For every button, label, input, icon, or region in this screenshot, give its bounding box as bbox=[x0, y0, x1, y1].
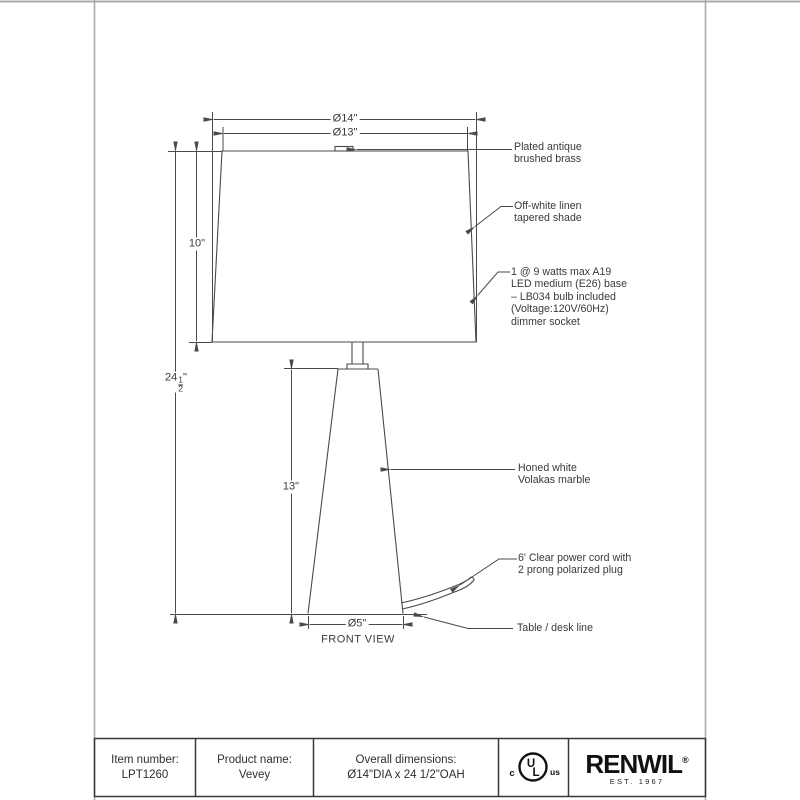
oah-den: 2 bbox=[178, 383, 184, 393]
annotation-body: Honed white Volakas marble bbox=[518, 462, 591, 487]
registered-mark-icon: ® bbox=[681, 754, 689, 765]
overall-dimensions-label: Overall dimensions: bbox=[355, 753, 457, 766]
item-number-value: LPT1260 bbox=[121, 768, 169, 781]
dim-label-10: 10" bbox=[188, 237, 206, 250]
title-cell-brand bbox=[569, 739, 705, 796]
product-name-value: Vevey bbox=[238, 768, 271, 781]
power-cord bbox=[402, 580, 474, 609]
dim-label-13h: 13" bbox=[282, 480, 300, 493]
item-number-label: Item number: bbox=[111, 753, 179, 766]
annotation-bulb: 1 @ 9 watts max A19 LED medium (E26) base – LB034 bulb included (Voltage:120V/60Hz) dimmer socket bbox=[511, 266, 627, 328]
lamp-outline bbox=[212, 147, 476, 614]
dim-label-13dia: Ø13" bbox=[332, 126, 358, 139]
title-cell-ul bbox=[499, 739, 568, 796]
lamp-body-cone bbox=[308, 369, 403, 614]
leader-shade bbox=[475, 207, 513, 227]
title-cell-overall bbox=[314, 739, 498, 796]
oah-whole: 24 bbox=[165, 371, 178, 384]
annotation-cord: 6' Clear power cord with 2 prong polarized plug bbox=[518, 552, 632, 577]
ul-listed-icon bbox=[499, 739, 568, 796]
leader-lines bbox=[357, 150, 517, 629]
title-cell-product bbox=[196, 739, 313, 796]
finial bbox=[335, 147, 353, 152]
svg-text:L: L bbox=[532, 767, 540, 779]
dim-label-5: Ø5" bbox=[347, 617, 367, 630]
neck-flange bbox=[347, 364, 368, 369]
oah-unit: " bbox=[183, 371, 187, 384]
product-name-label: Product name: bbox=[217, 753, 292, 766]
annotation-shade: Off-white linen tapered shade bbox=[514, 200, 582, 225]
annotation-table: Table / desk line bbox=[517, 621, 593, 634]
lamp-shade bbox=[212, 151, 476, 342]
annotation-finial: Plated antique brushed brass bbox=[514, 141, 582, 166]
leader-table bbox=[424, 617, 513, 629]
svg-text:us: us bbox=[550, 767, 560, 777]
brand-est: EST. 1967 bbox=[609, 776, 665, 786]
overall-dimensions-value: Ø14"DIA x 24 1/2"OAH bbox=[347, 768, 465, 781]
extension-lines bbox=[168, 112, 477, 629]
lamp-neck bbox=[352, 342, 363, 364]
dimension-lines bbox=[176, 120, 476, 625]
front-view-label: FRONT VIEW bbox=[321, 633, 395, 646]
leader-cord bbox=[460, 559, 517, 585]
svg-text:U: U bbox=[526, 758, 536, 770]
dim-label-14: Ø14" bbox=[332, 112, 358, 125]
brand-logo: RENWIL® bbox=[585, 748, 689, 779]
svg-text:c: c bbox=[509, 768, 515, 779]
title-cell-item bbox=[95, 739, 195, 796]
oah-num: 1 bbox=[178, 374, 184, 385]
dim-label-24half bbox=[163, 372, 189, 393]
leader-bulb bbox=[478, 272, 510, 295]
